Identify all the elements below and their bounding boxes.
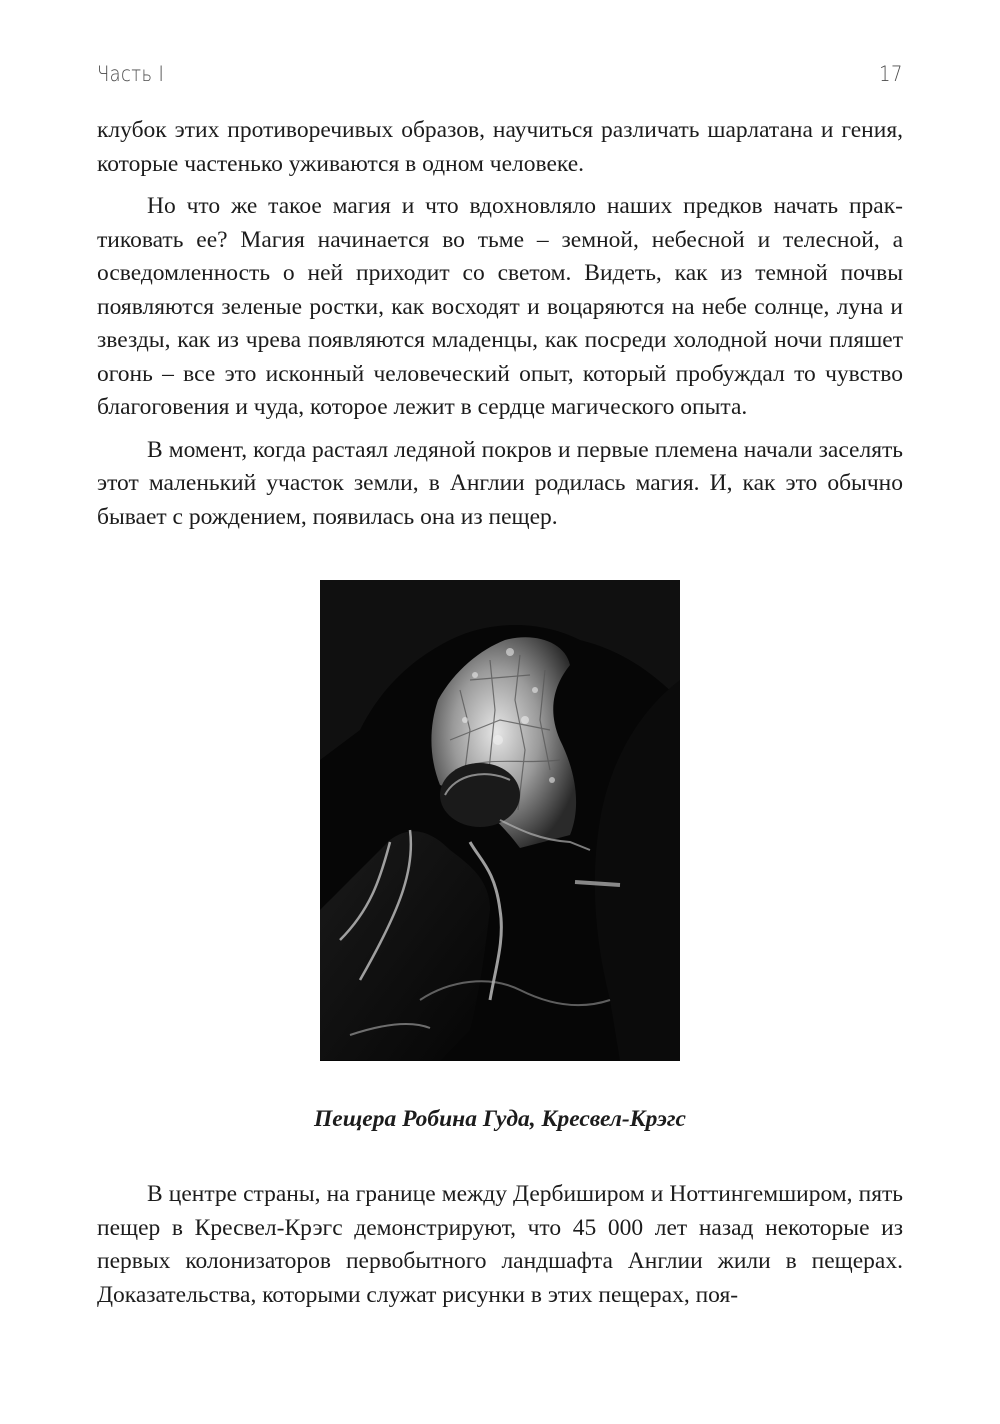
body-text-top <box>97 114 903 543</box>
body-text-bottom <box>97 1178 903 1321</box>
paragraph-continuation: клубок этих противоречивых образов, научиться различать шарлатана и гения, которые частенько уживаются в одном человеке. <box>97 117 903 177</box>
cave-photo-illustration <box>320 580 680 1061</box>
paragraph-magic-origin: Но что же такое магия и что вдохновляло наших предков начать практиковать ее? Магия начинается во тьме – земной, небесной и телесной, а осведомленность о ней приходит со светом. Видеть, как из темной почвы появляются зеленые ростки, как восходят и воцаряются на небе солнце, луна и звезды, как из чрева появляются младенцы, как посреди холодной ночи пляшет огонь – все это исконный человеческий опыт, который пробуждал то чувство благоговения и чуда, которое лежит в сердце магического опыта. <box>97 193 903 420</box>
page-number: 17 <box>879 62 903 86</box>
paragraph-creswell-crags: В центре страны, на границе между Дербиширом и Ноттингемширом, пять пещер в Кресвел-Крэгс демонстрируют, что 45 000 лет назад некоторые из первых колонизаторов первобытного ландшафта Англии жили в пещерах. Доказательства, которыми служат рисунки в этих пещерах, поя- <box>97 1181 903 1308</box>
paragraph-caves: В момент, когда растаял ледяной покров и первые племена начали заселять этот маленький участок земли, в Англии родилась магия. И, как это обычно бывает с рождением, появилась она из пещер. <box>97 436 903 530</box>
cave-photo <box>320 580 680 1061</box>
figure-caption: Пещера Робина Гуда, Кресвел-Крэгс <box>314 1106 686 1132</box>
section-title: Часть I <box>97 62 165 86</box>
running-header <box>97 62 903 92</box>
